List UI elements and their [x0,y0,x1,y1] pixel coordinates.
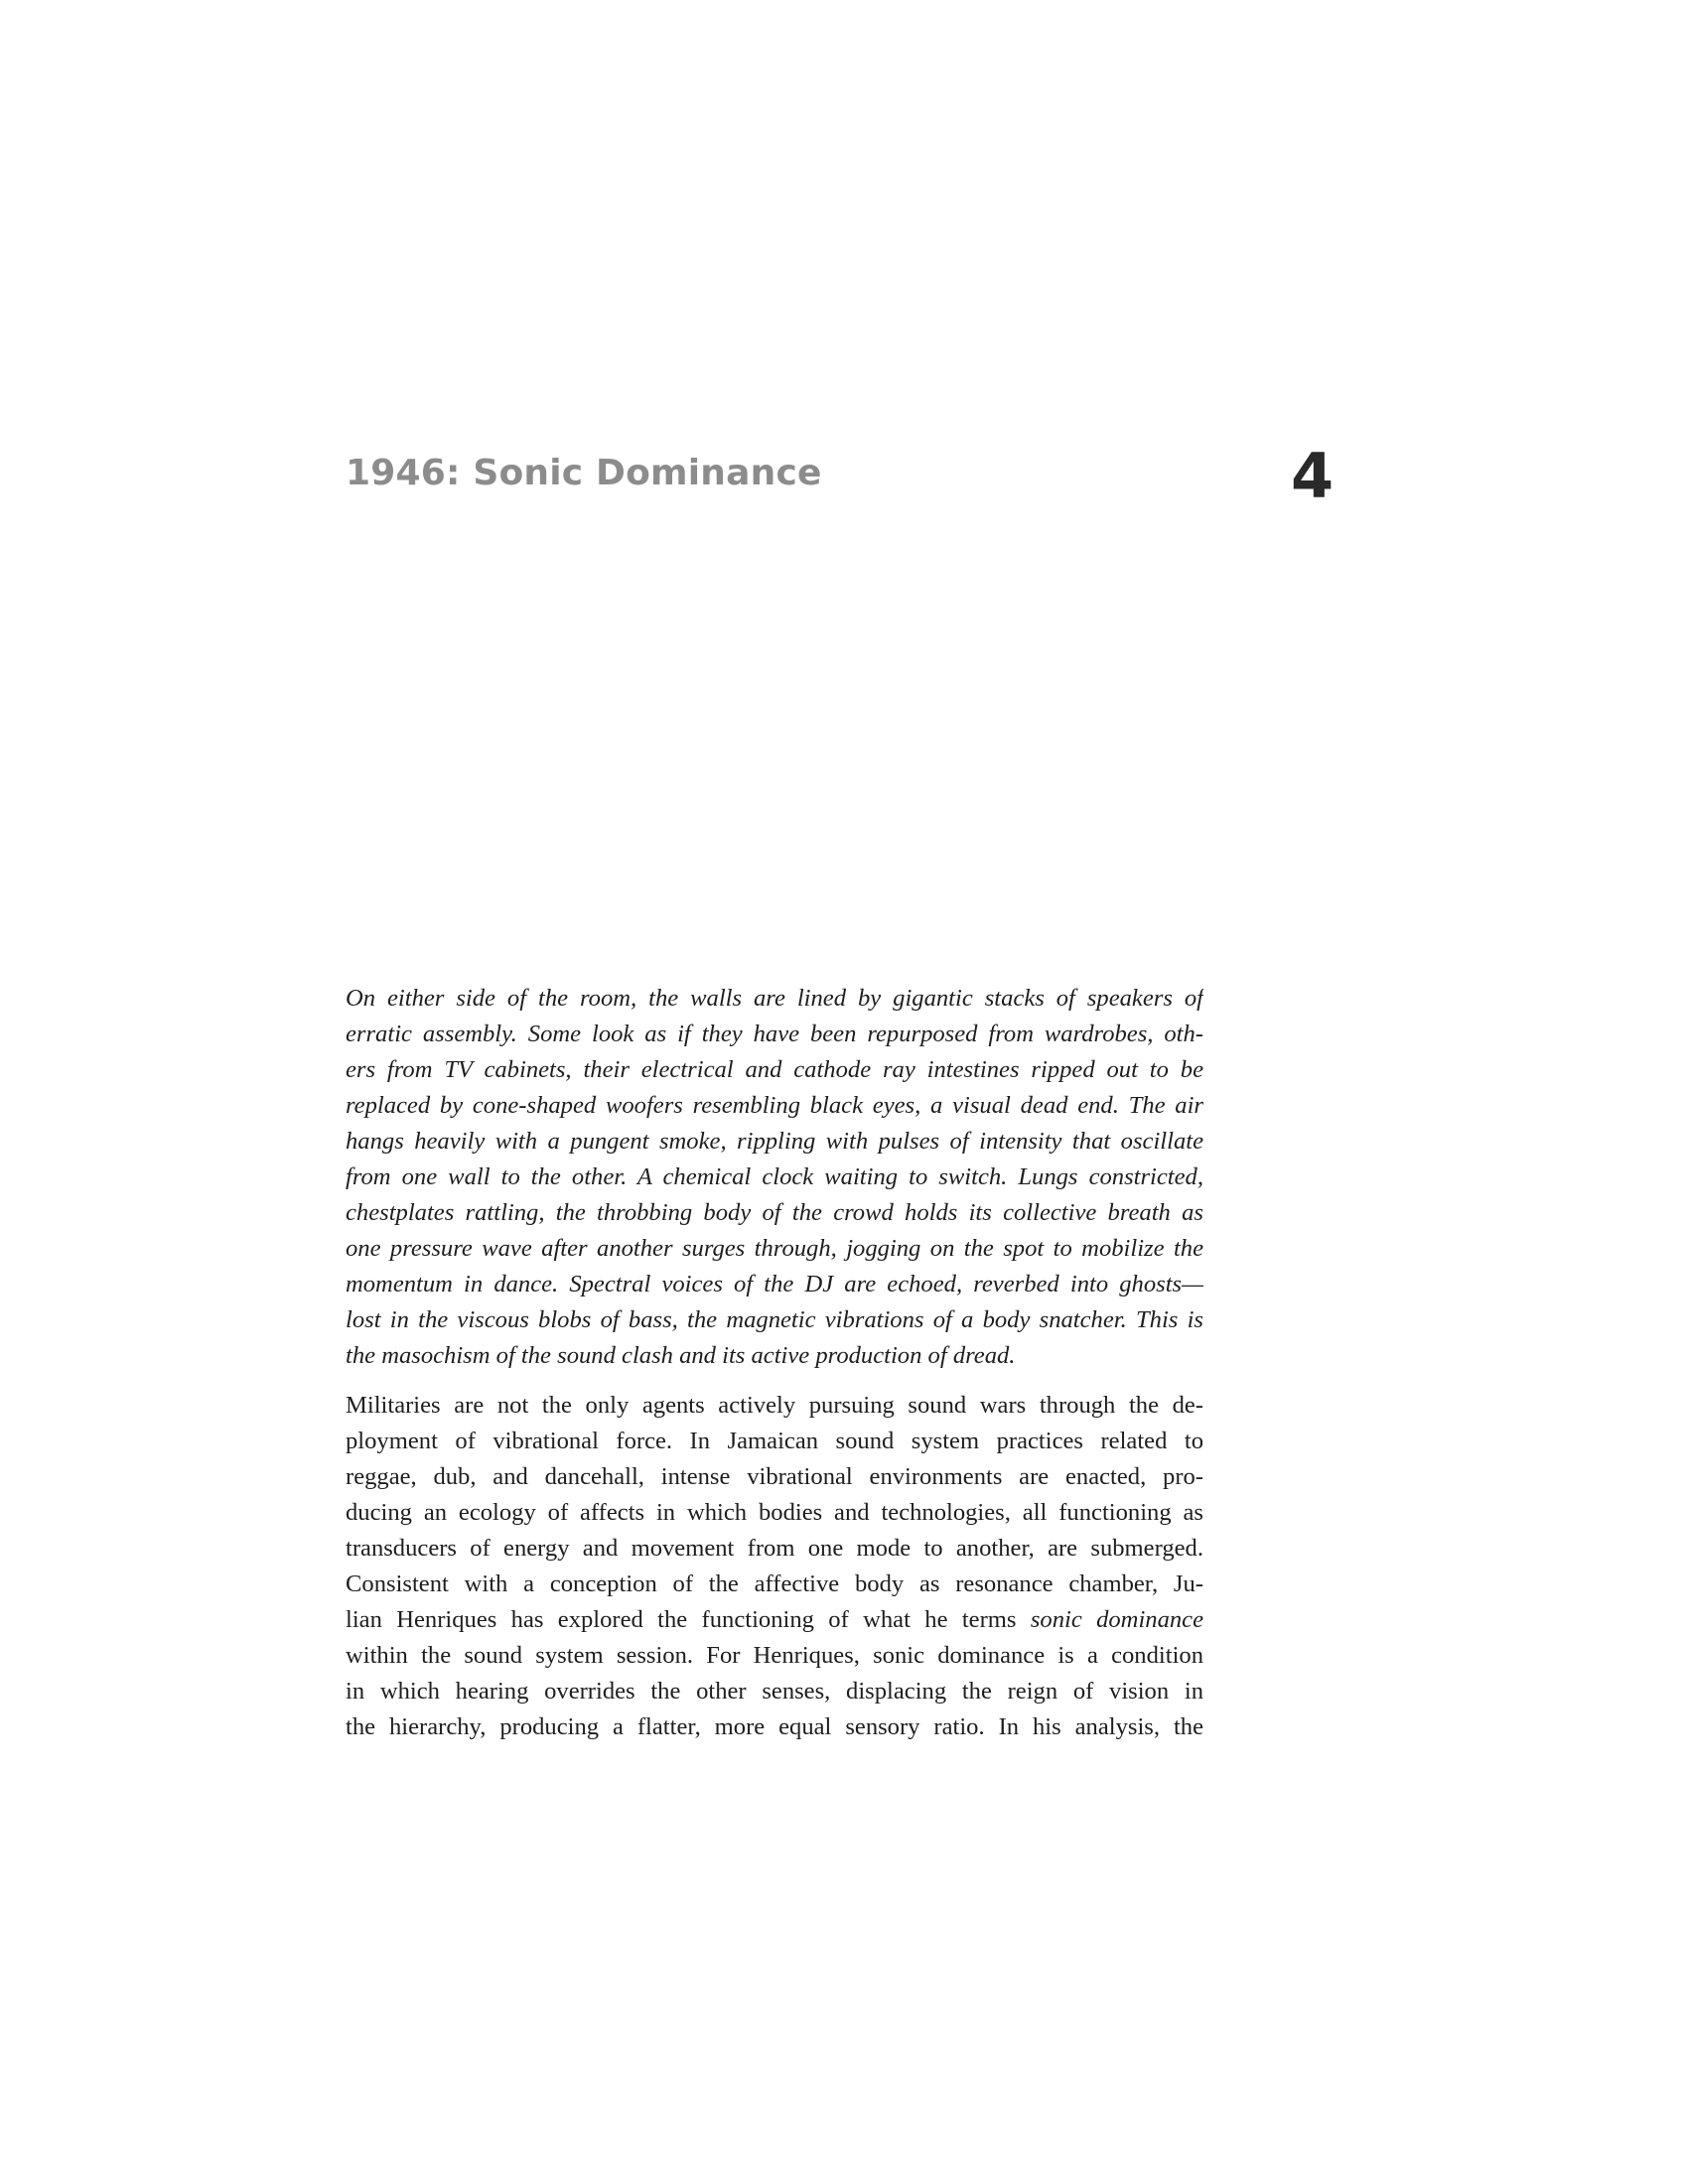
epigraph-passage [346,981,1203,1374]
epigraph-line: the masochism of the sound clash and its active production of dread. [346,1342,1016,1369]
body-paragraph [346,1388,1203,1745]
epigraph-line: from one wall to the other. A chemical clock waiting to switch. Lungs constricted, [346,1163,1203,1190]
body-line: the hierarchy, producing a flatter, more equal sensory ratio. In his analysis, the [346,1713,1203,1740]
epigraph-line: one pressure wave after another surges through, jogging on the spot to mobilize the [346,1235,1203,1262]
body-line: in which hearing overrides the other senses, displacing the reign of vision in [346,1678,1203,1705]
body-line: Militaries are not the only agents actively pursuing sound wars through the de- [346,1392,1203,1419]
text-block [346,981,1203,1745]
sonic-dominance-term: sonic dominance [1030,1606,1203,1633]
epigraph-line: replaced by cone-shaped woofers resembling black eyes, a visual dead end. The air [346,1092,1203,1119]
epigraph-line: momentum in dance. Spectral voices of the DJ are echoed, reverbed into ghosts— [346,1271,1203,1297]
body-line: within the sound system session. For Henriques, sonic dominance is a condition [346,1642,1203,1669]
body-line: ployment of vibrational force. In Jamaican sound system practices related to [346,1428,1203,1454]
body-line-text: lian Henriques has explored the functioning of what he terms [346,1606,1031,1633]
epigraph-line: lost in the viscous blobs of bass, the magnetic vibrations of a body snatcher. This is [346,1306,1203,1333]
epigraph-line: erratic assembly. Some look as if they have been repurposed from wardrobes, oth- [346,1021,1203,1047]
body-line: ducing an ecology of affects in which bodies and technologies, all functioning as [346,1499,1203,1526]
body-line: reggae, dub, and dancehall, intense vibrational environments are enacted, pro- [346,1463,1203,1490]
body-line: Consistent with a conception of the affective body as resonance chamber, Ju- [346,1570,1203,1597]
body-line [346,1602,1203,1638]
chapter-number: 4 [1291,440,1335,512]
body-line: transducers of energy and movement from one mode to another, are submerged. [346,1535,1203,1562]
epigraph-line: chestplates rattling, the throbbing body of the crowd holds its collective breath as [346,1199,1203,1226]
epigraph-line: hangs heavily with a pungent smoke, rippling with pulses of intensity that oscillate [346,1128,1203,1155]
epigraph-line: On either side of the room, the walls are lined by gigantic stacks of speakers of [346,985,1203,1012]
chapter-title: 1946: Sonic Dominance [346,453,822,493]
epigraph-line: ers from TV cabinets, their electrical and cathode ray intestines ripped out to be [346,1056,1203,1083]
